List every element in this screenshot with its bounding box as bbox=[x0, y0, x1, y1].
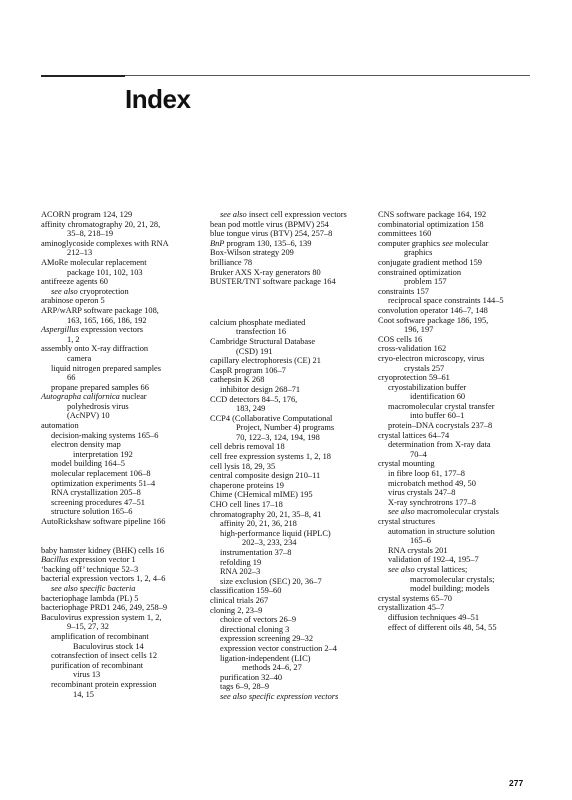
index-entry: CCP4 (Collaborative Computational bbox=[210, 413, 333, 423]
index-subentry: in fibre loop 61, 177–8 bbox=[388, 469, 465, 479]
index-subentry: protein–DNA cocrystals 237–8 bbox=[388, 421, 493, 431]
index-subentry: 35–8, 218–19 bbox=[67, 229, 114, 239]
index-subentry: RNA 202–3 bbox=[220, 567, 261, 577]
index-subentry: recombinant protein expression bbox=[51, 679, 157, 689]
page-title: Index bbox=[125, 84, 191, 114]
index-subentry: purification of recombinant bbox=[51, 660, 144, 670]
index-entry: cell lysis 18, 29, 35 bbox=[210, 461, 276, 471]
index-entry: clinical trials 267 bbox=[210, 595, 269, 605]
index-subentry: validation of 192–4, 195–7 bbox=[388, 555, 479, 565]
index-subentry: interpretation 192 bbox=[73, 449, 133, 459]
index-subentry: Project, Number 4) programs bbox=[236, 423, 335, 433]
index-entry: Coot software package 186, 195, bbox=[378, 315, 489, 325]
index-entry: crystal mounting bbox=[378, 459, 435, 469]
index-entry: Bruker AXS X-ray generators 80 bbox=[210, 267, 321, 277]
index-subentry: problem 157 bbox=[404, 277, 447, 287]
index-subentry: graphics bbox=[404, 248, 433, 258]
page-number: 277 bbox=[509, 778, 524, 788]
index-subentry: amplification of recombinant bbox=[51, 631, 149, 641]
index-subentry: 212–13 bbox=[67, 248, 93, 258]
index-entry: COS cells 16 bbox=[378, 334, 423, 344]
index-entry: Aspergillus expression vectors bbox=[41, 325, 144, 335]
index-entry: Chime (CHemical mIME) 195 bbox=[210, 490, 313, 500]
index-subentry: reciprocal space constraints 144–5 bbox=[388, 296, 504, 306]
index-entry: BUSTER/TNT software package 164 bbox=[210, 277, 336, 287]
index-subentry: 196, 197 bbox=[404, 325, 434, 335]
index-subentry: purification 32–40 bbox=[220, 672, 283, 682]
index-subentry: 14, 15 bbox=[73, 689, 94, 699]
index-subentry: cryostabilization buffer bbox=[388, 382, 467, 392]
index-entry: brilliance 78 bbox=[210, 257, 253, 267]
index-entry: crystal structures bbox=[378, 517, 435, 526]
index-subentry: expression screening 29–32 bbox=[220, 634, 314, 644]
index-entry: Box-Wilson strategy 209 bbox=[210, 248, 294, 258]
index-subentry: 165–6 bbox=[410, 536, 431, 546]
index-entry: cloning 2, 23–9 bbox=[210, 605, 263, 615]
index-entry: Cambridge Structural Database bbox=[210, 336, 316, 346]
index-entry: ARP/wARP software package 108, bbox=[41, 305, 159, 315]
index-subentry: see also specific expression vectors bbox=[220, 691, 339, 701]
index-entry: AutoRickshaw software pipeline 166 bbox=[41, 517, 166, 526]
index-subentry: liquid nitrogen prepared samples bbox=[51, 363, 162, 373]
index-section-gap bbox=[210, 306, 370, 318]
index-entry: CaspR program 106–7 bbox=[210, 365, 286, 375]
index-entry: Autographa californica nuclear bbox=[41, 392, 147, 402]
index-subentry: see also crystal lattices; bbox=[388, 564, 468, 574]
index-subentry: effect of different oils 48, 54, 55 bbox=[388, 622, 497, 632]
index-entry: capillary electrophoresis (CE) 21 bbox=[210, 356, 321, 366]
index-column-2 bbox=[210, 210, 370, 702]
index-entry: crystal lattices 64–74 bbox=[378, 430, 450, 440]
index-entry: cross-validation 162 bbox=[378, 344, 447, 354]
index-entry: chaperone proteins 19 bbox=[210, 480, 284, 490]
index-entry: conjugate gradient method 159 bbox=[378, 257, 482, 267]
index-entry: arabinose operon 5 bbox=[41, 296, 105, 306]
index-entry: baby hamster kidney (BHK) cells 16 bbox=[41, 545, 165, 555]
index-entry: classification 159–60 bbox=[210, 586, 282, 596]
index-entry: constraints 157 bbox=[378, 286, 429, 296]
index-subentry: RNA crystallization 205–8 bbox=[51, 488, 141, 498]
index-subentry: 202–3, 233, 234 bbox=[242, 538, 297, 548]
index-subentry: size exclusion (SEC) 20, 36–7 bbox=[220, 576, 322, 586]
index-entry: assembly onto X-ray diffraction bbox=[41, 344, 149, 354]
index-subentry: transfection 16 bbox=[236, 327, 287, 337]
index-subentry: camera bbox=[67, 353, 92, 363]
index-subentry: electron density map bbox=[51, 440, 121, 450]
index-subentry: virus 13 bbox=[73, 670, 101, 680]
index-subentry: polyhedrosis virus bbox=[67, 401, 129, 411]
index-entry: crystallization 45–7 bbox=[378, 603, 445, 613]
index-subentry: determination from X-ray data bbox=[388, 440, 491, 450]
index-entry: BnP program 130, 135–6, 139 bbox=[210, 238, 312, 248]
index-section-gap bbox=[210, 287, 370, 306]
index-entry: central composite design 210–11 bbox=[210, 471, 321, 481]
index-subentry: refolding 19 bbox=[220, 557, 262, 567]
index-subentry: see also insect cell expression vectors bbox=[220, 210, 347, 219]
index-entry: committees 160 bbox=[378, 229, 432, 239]
index-entry: crystal systems 65–70 bbox=[378, 593, 452, 603]
index-subentry: 9–15, 27, 32 bbox=[67, 622, 109, 632]
index-entry: aminoglycoside complexes with RNA bbox=[41, 238, 169, 248]
index-entry: affinity chromatography 20, 21, 28, bbox=[41, 219, 161, 229]
index-entry: ‘backing off’ technique 52–3 bbox=[41, 564, 139, 574]
index-entry: convolution operator 146–7, 148 bbox=[378, 305, 488, 315]
index-subentry: 1, 2 bbox=[67, 334, 80, 344]
index-subentry: ligation-independent (LIC) bbox=[220, 653, 311, 663]
index-subentry: cotransfection of insect cells 12 bbox=[51, 651, 158, 661]
index-entry: Bacillus expression vector 1 bbox=[41, 555, 136, 565]
index-subentry: (CSD) 191 bbox=[236, 346, 273, 356]
index-subentry: RNA crystals 201 bbox=[388, 545, 448, 555]
index-entry: CNS software package 164, 192 bbox=[378, 210, 487, 219]
index-entry: automation bbox=[41, 421, 79, 431]
index-subentry: 163, 165, 166, 186, 192 bbox=[67, 315, 147, 325]
index-subentry: 70–4 bbox=[410, 449, 427, 459]
index-subentry: affinity 20, 21, 36, 218 bbox=[220, 519, 297, 529]
index-subentry: model building 164–5 bbox=[51, 459, 125, 469]
index-entry: ACORN program 124, 129 bbox=[41, 210, 133, 219]
index-entry: cryoprotection 59–61 bbox=[378, 373, 450, 383]
index-subentry: methods 24–6, 27 bbox=[242, 663, 302, 673]
index-subentry: decision-making systems 165–6 bbox=[51, 430, 159, 440]
index-subentry: screening procedures 47–51 bbox=[51, 497, 145, 507]
index-subentry: 66 bbox=[67, 373, 76, 383]
index-entry: cell debris removal 18 bbox=[210, 442, 285, 452]
index-subentry: see also specific bacteria bbox=[51, 583, 136, 593]
index-entry: cell free expression systems 1, 2, 18 bbox=[210, 452, 331, 462]
index-column-1 bbox=[41, 210, 201, 699]
index-subentry: microbatch method 49, 50 bbox=[388, 478, 476, 488]
index-entry: blue tongue virus (BTV) 254, 257–8 bbox=[210, 229, 333, 239]
index-subentry: package 101, 102, 103 bbox=[67, 267, 143, 277]
index-entry: chromatography 20, 21, 35–8, 41 bbox=[210, 509, 322, 519]
index-section-gap bbox=[41, 527, 201, 546]
index-entry: bacteriophage PRD1 246, 249, 258–9 bbox=[41, 603, 168, 613]
index-subentry: instrumentation 37–8 bbox=[220, 548, 292, 557]
index-entry: bean pod mottle virus (BPMV) 254 bbox=[210, 219, 329, 229]
index-entry: CHO cell lines 17–18 bbox=[210, 500, 283, 510]
index-subentry: identification 60 bbox=[410, 392, 466, 402]
index-subentry: high-performance liquid (HPLC) bbox=[220, 528, 331, 538]
index-entry: calcium phosphate mediated bbox=[210, 317, 306, 327]
index-entry: cryo-electron microscopy, virus bbox=[378, 353, 485, 363]
index-entry: AMoRe molecular replacement bbox=[41, 257, 147, 267]
index-subentry: macromolecular crystals; bbox=[410, 574, 495, 584]
index-subentry: choice of vectors 26–9 bbox=[220, 615, 297, 625]
index-subentry: (AcNPV) 10 bbox=[67, 411, 110, 421]
index-entry: Baculovirus expression system 1, 2, bbox=[41, 612, 162, 622]
index-entry: antifreeze agents 60 bbox=[41, 277, 108, 287]
index-entry: bacteriophage lambda (PL) 5 bbox=[41, 593, 139, 603]
index-subentry: inhibitor design 268–71 bbox=[220, 384, 301, 394]
index-subentry: optimization experiments 51–4 bbox=[51, 478, 156, 488]
index-subentry: macromolecular crystal transfer bbox=[388, 401, 495, 411]
index-entry: combinatorial optimization 158 bbox=[378, 219, 484, 229]
index-entry: cathepsin K 268 bbox=[210, 375, 265, 385]
index-subentry: model building; models bbox=[410, 584, 490, 594]
index-entry: CCD detectors 84–5, 176, bbox=[210, 394, 298, 404]
header-rule-thin bbox=[125, 75, 530, 76]
index-subentry: into buffer 60–1 bbox=[410, 411, 465, 421]
index-entry: bacterial expression vectors 1, 2, 4–6 bbox=[41, 574, 166, 584]
index-column-3 bbox=[378, 210, 538, 632]
index-entry: constrained optimization bbox=[378, 267, 462, 277]
index-subentry: diffusion techniques 49–51 bbox=[388, 612, 480, 622]
index-subentry: expression vector construction 2–4 bbox=[220, 643, 337, 653]
index-subentry: Baculovirus stock 14 bbox=[73, 641, 144, 651]
index-subentry: structure solution 165–6 bbox=[51, 507, 133, 517]
index-subentry: see also macromolecular crystals bbox=[388, 507, 499, 517]
index-subentry: see also cryoprotection bbox=[51, 286, 129, 296]
index-subentry: molecular replacement 106–8 bbox=[51, 469, 151, 479]
index-subentry: virus crystals 247–8 bbox=[388, 488, 456, 498]
header-rule-thick bbox=[41, 75, 125, 77]
index-subentry: directional cloning 3 bbox=[220, 624, 290, 634]
index-subentry: propane prepared samples 66 bbox=[51, 382, 149, 392]
index-subentry: 70, 122–3, 124, 194, 198 bbox=[236, 432, 320, 442]
index-entry: computer graphics see molecular bbox=[378, 238, 489, 248]
index-subentry: X-ray synchrotrons 177–8 bbox=[388, 497, 476, 507]
index-subentry: 183, 249 bbox=[236, 404, 266, 414]
index-subentry: automation in structure solution bbox=[388, 526, 495, 536]
index-subentry: crystals 257 bbox=[404, 363, 445, 373]
index-subentry: tags 6–9, 28–9 bbox=[220, 682, 270, 692]
